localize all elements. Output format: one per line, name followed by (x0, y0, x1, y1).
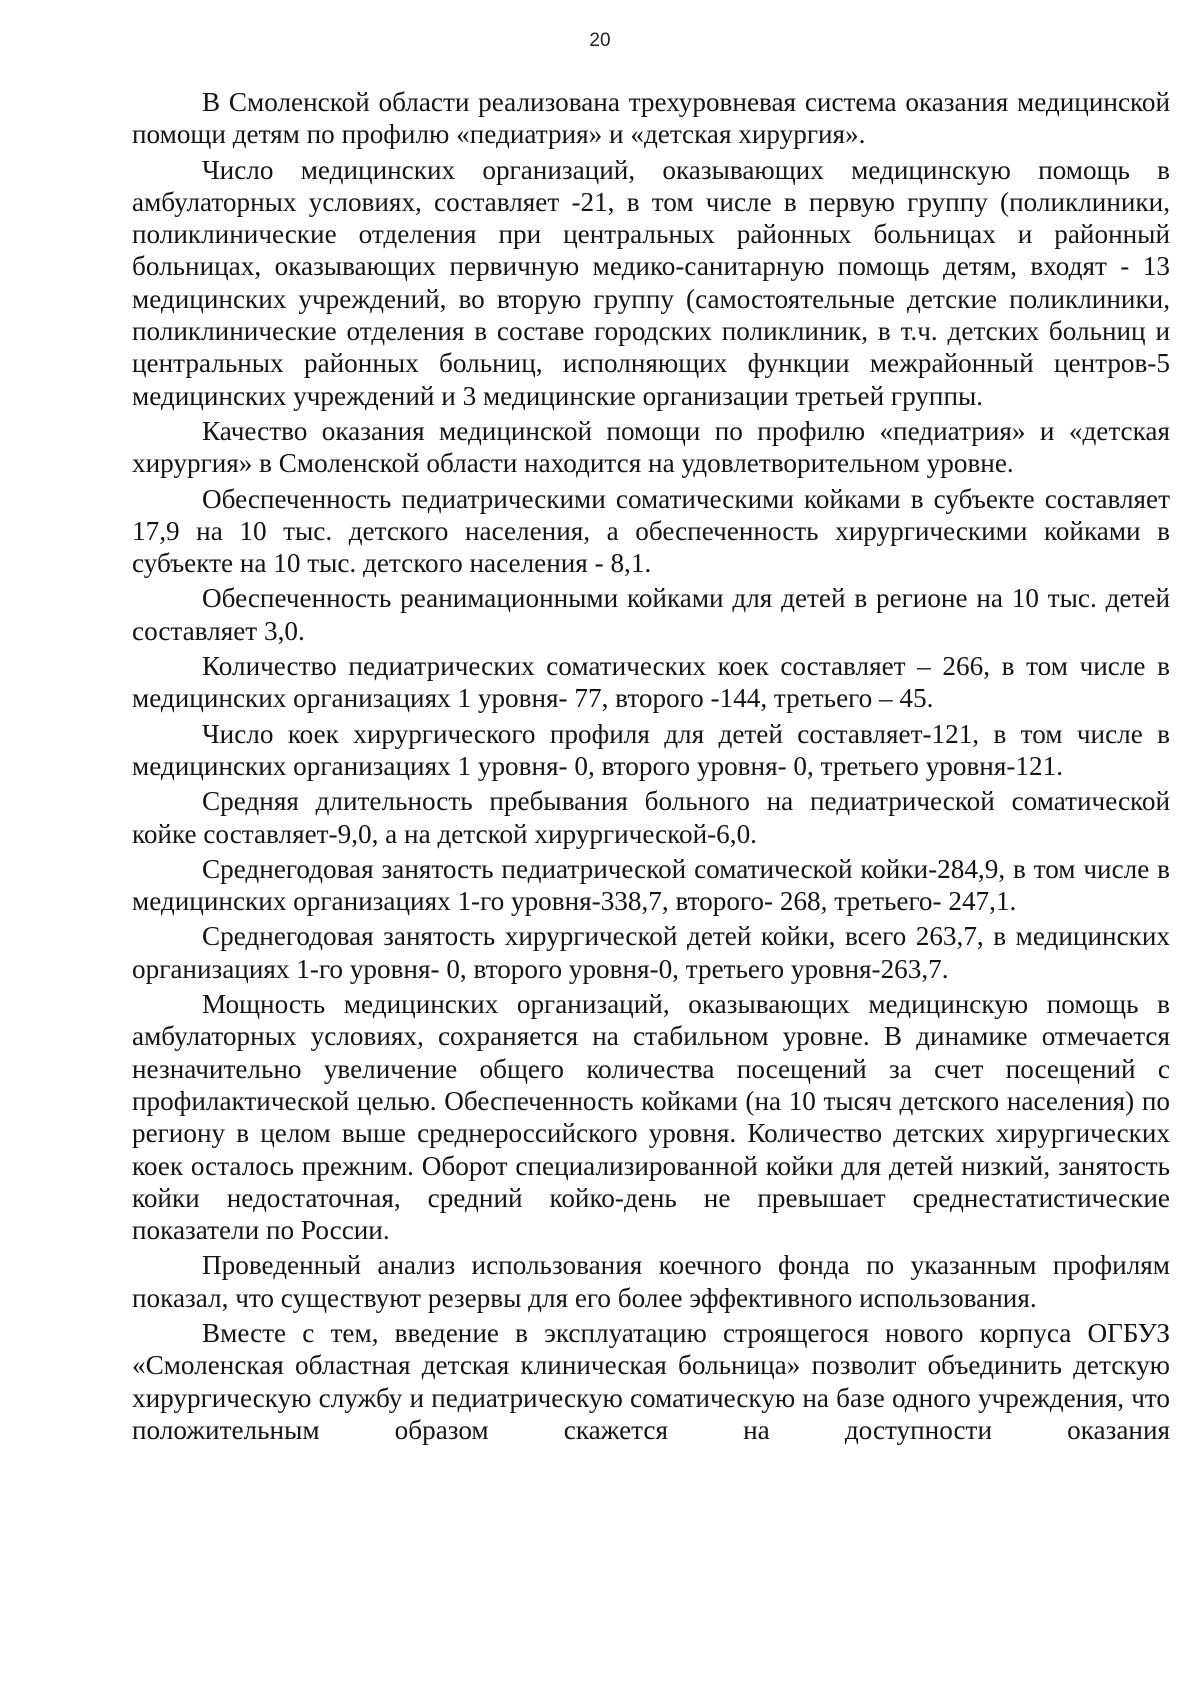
page-number: 20 (589, 30, 611, 51)
paragraph-outpatient-capacity: Мощность медицинских организаций, оказывающих медицинскую помощь в амбулаторных условиях, сохраняется на стабильном уровне. В динамике отмечается незначительно увеличение общего количества посещений за счет посещений с профилактической целью. Обеспеченность койками (на 10 тысяч детского населения) по региону в целом выше среднероссийского уровня. Количество детских хирургических коек осталось прежним. Оборот специализированной койки для детей низкий, занятость койки недостаточная, средний койко-день не превышает среднестатистические показатели по России. (132, 989, 1170, 1246)
paragraph-bed-fund-analysis: Проведенный анализ использования коечного фонда по указанным профилям показал, что существуют резервы для его более эффективного использования. (132, 1250, 1170, 1313)
paragraph-pediatric-beds-count: Количество педиатрических соматических коек составляет – 266, в том числе в медицинских организациях 1 уровня- 77, второго -144, третьего – 45. (132, 651, 1170, 714)
paragraph-pediatric-bed-occupancy: Среднегодовая занятость педиатрической соматической койки-284,9, в том числе в медицинских организациях 1-го уровня-338,7, второго- 268, третьего- 247,1. (132, 853, 1170, 917)
document-body (132, 86, 1170, 1446)
paragraph-icu-beds: Обеспеченность реанимационными койками для детей в регионе на 10 тыс. детей составляет 3,0. (132, 583, 1170, 646)
paragraph-system-overview: В Смоленской области реализована трехуровневая система оказания медицинской помощи детям по профилю «педиатрия» и «детская хирургия». (132, 87, 1170, 150)
paragraph-care-quality: Качество оказания медицинской помощи по профилю «педиатрия» и «детская хирургия» в Смоленской области находится на удовлетворительном уровне. (132, 415, 1170, 479)
paragraph-bed-provision: Обеспеченность педиатрическими соматическими койками в субъекте составляет 17,9 на 10 тыс. детского населения, а обеспеченность хирургическими койками в субъекте на 10 тыс. детского населения - 8,1. (132, 483, 1170, 579)
paragraph-average-stay: Средняя длительность пребывания больного на педиатрической соматической койке составляет-9,0, а на детской хирургической-6,0. (132, 786, 1170, 849)
paragraph-organizations-count: Число медицинских организаций, оказывающих медицинскую помощь в амбулаторных условиях, составляет -21, в том числе в первую группу (поликлиники, поликлинические отделения при центральных районных больницах и районный больницах, оказывающих первичную медико-санитарную помощь детям, входят - 13 медицинских учреждений, во вторую группу (самостоятельные детские поликлиники, поликлинические отделения в составе городских поликлиник, в т.ч. детских больниц и центральных районных больниц, исполняющих функции межрайонный центров-5 медицинских учреждений и 3 медицинские организации третьей группы. (132, 154, 1170, 411)
paragraph-new-building: Вместе с тем, введение в эксплуатацию строящегося нового корпуса ОГБУЗ «Смоленская областная детская клиническая больница» позволит объединить детскую хирургическую службу и педиатрическую соматическую на базе одного учреждения, что положительным образом скажется на доступности оказания (132, 1317, 1170, 1445)
paragraph-surgical-bed-occupancy: Среднегодовая занятость хирургической детей койки, всего 263,7, в медицинских организациях 1-го уровня- 0, второго уровня-0, третьего уровня-263,7. (132, 921, 1170, 984)
paragraph-surgical-beds-count: Число коек хирургического профиля для детей составляет-121, в том числе в медицинских организациях 1 уровня- 0, второго уровня- 0, третьего уровня-121. (132, 718, 1170, 781)
